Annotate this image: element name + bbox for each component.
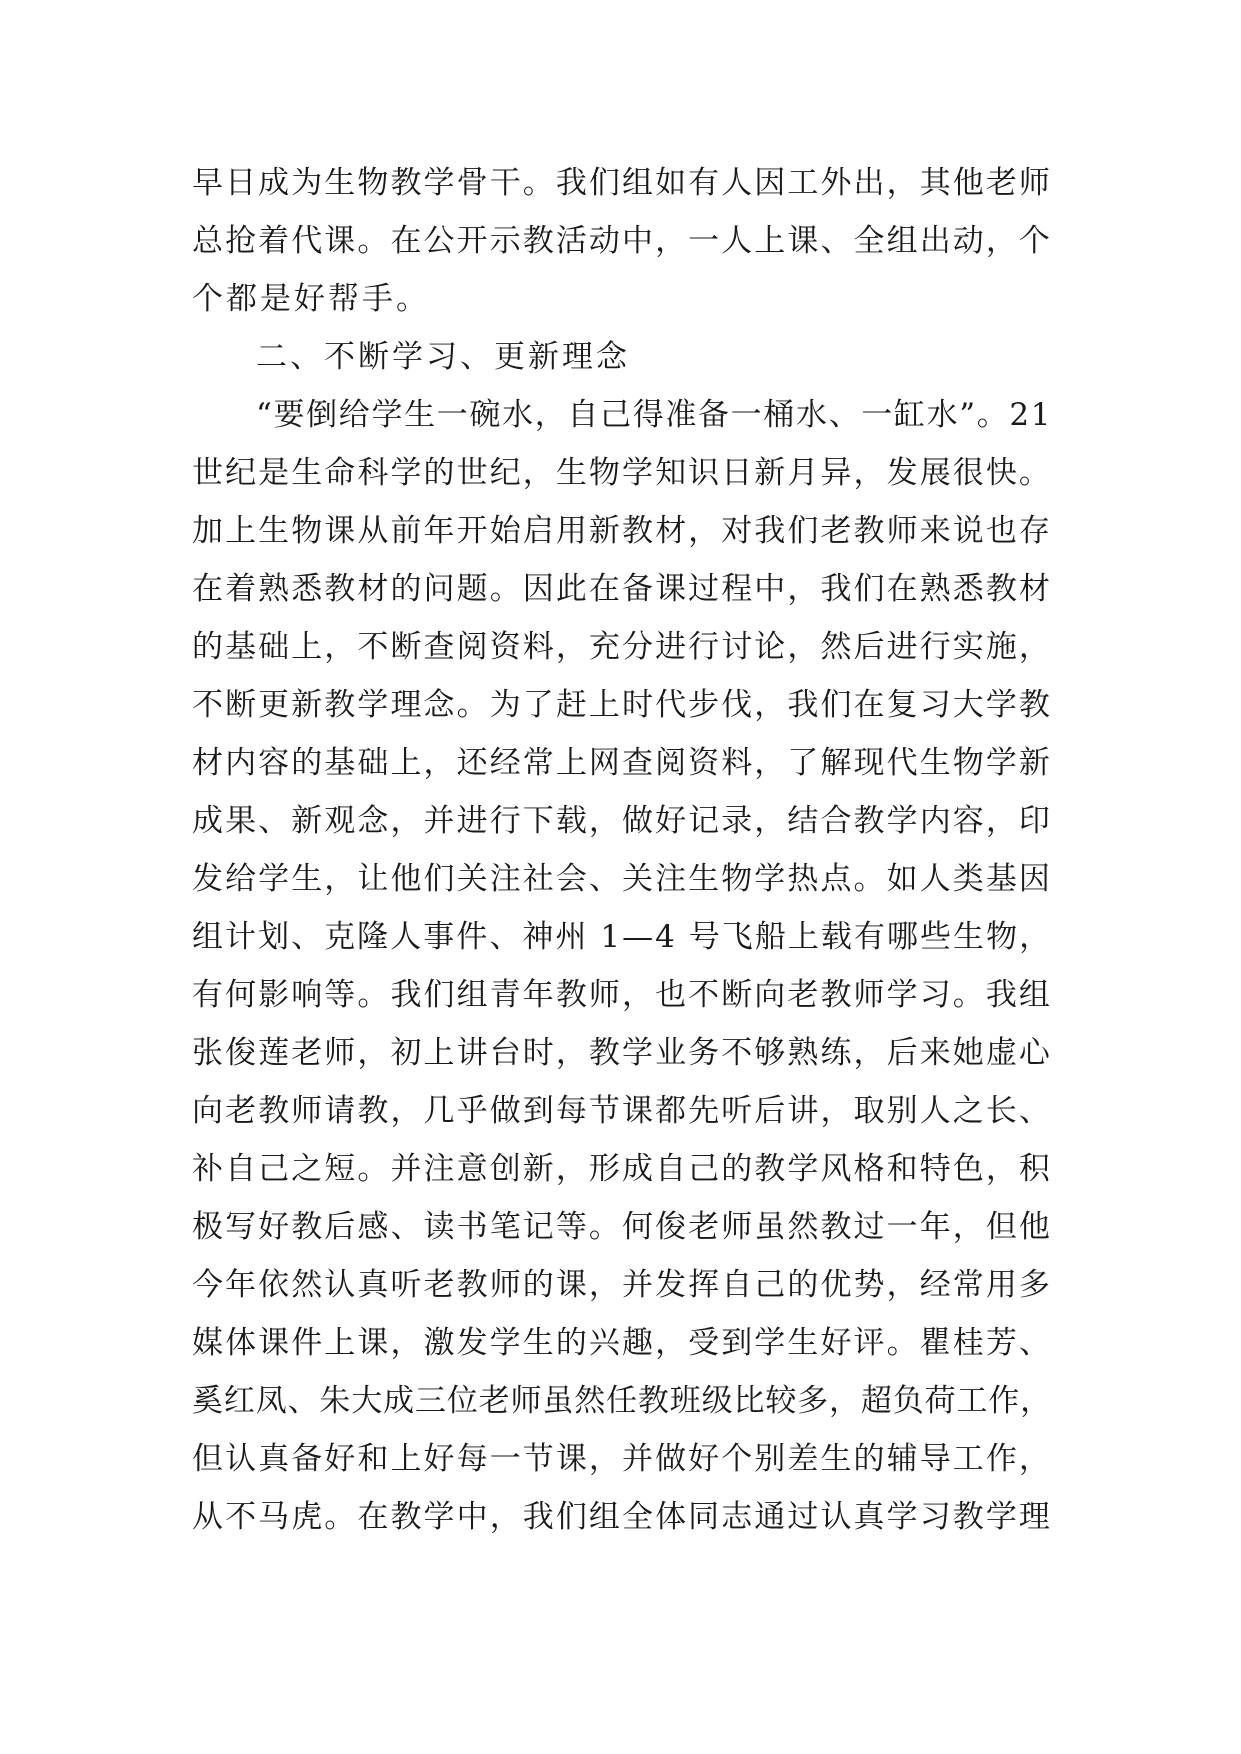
text-line: 在着熟悉教材的问题。因此在备课过程中，我们在熟悉教材 bbox=[192, 571, 1052, 607]
text-line: 材内容的基础上，还经常上网查阅资料，了解现代生物学新 bbox=[192, 745, 1052, 781]
text-line: 早日成为生物教学骨干。我们组如有人因工外出，其他老师 bbox=[192, 165, 1052, 201]
text-line: 奚红凤、朱大成三位老师虽然任教班级比较多，超负荷工作， bbox=[192, 1383, 1052, 1419]
text-line: 发给学生，让他们关注社会、关注生物学热点。如人类基因 bbox=[192, 861, 1052, 897]
text-line: 今年依然认真听老教师的课，并发挥自己的优势，经常用多 bbox=[192, 1267, 1052, 1303]
text-line: 世纪是生命科学的世纪，生物学知识日新月异，发展很快。 bbox=[192, 455, 1052, 491]
text-line: 媒体课件上课，激发学生的兴趣，受到学生好评。瞿桂芳、 bbox=[192, 1325, 1052, 1361]
text-line: “要倒给学生一碗水，自己得准备一桶水、一缸水”。21 bbox=[256, 397, 1053, 433]
text-line: 的基础上，不断查阅资料，充分进行讨论，然后进行实施， bbox=[192, 629, 1052, 665]
document-body bbox=[192, 154, 1052, 1546]
text-line: 加上生物课从前年开始启用新教材，对我们老教师来说也存 bbox=[192, 513, 1052, 549]
text-line: 有何影响等。我们组青年教师，也不断向老教师学习。我组 bbox=[192, 977, 1052, 1013]
text-line: 从不马虎。在教学中，我们组全体同志通过认真学习教学理 bbox=[192, 1499, 1052, 1535]
text-line: 组计划、克隆人事件、神州 1—4 号飞船上载有哪些生物， bbox=[192, 919, 1053, 955]
text-line: 成果、新观念，并进行下载，做好记录，结合教学内容，印 bbox=[192, 803, 1052, 839]
text-line: 不断更新教学理念。为了赶上时代步伐，我们在复习大学教 bbox=[192, 687, 1052, 723]
text-line: 总抢着代课。在公开示教活动中，一人上课、全组出动，个 bbox=[192, 223, 1052, 259]
text-line: 极写好教后感、读书笔记等。何俊老师虽然教过一年，但他 bbox=[192, 1209, 1052, 1245]
text-line: 二、不断学习、更新理念 bbox=[256, 339, 630, 375]
text-line: 张俊莲老师，初上讲台时，教学业务不够熟练，后来她虚心 bbox=[192, 1035, 1052, 1071]
text-line: 个都是好帮手。 bbox=[192, 281, 430, 317]
text-line: 但认真备好和上好每一节课，并做好个别差生的辅导工作， bbox=[192, 1441, 1052, 1477]
text-line: 补自己之短。并注意创新，形成自己的教学风格和特色，积 bbox=[192, 1151, 1052, 1187]
text-line: 向老教师请教，几乎做到每节课都先听后讲，取别人之长、 bbox=[192, 1093, 1052, 1129]
